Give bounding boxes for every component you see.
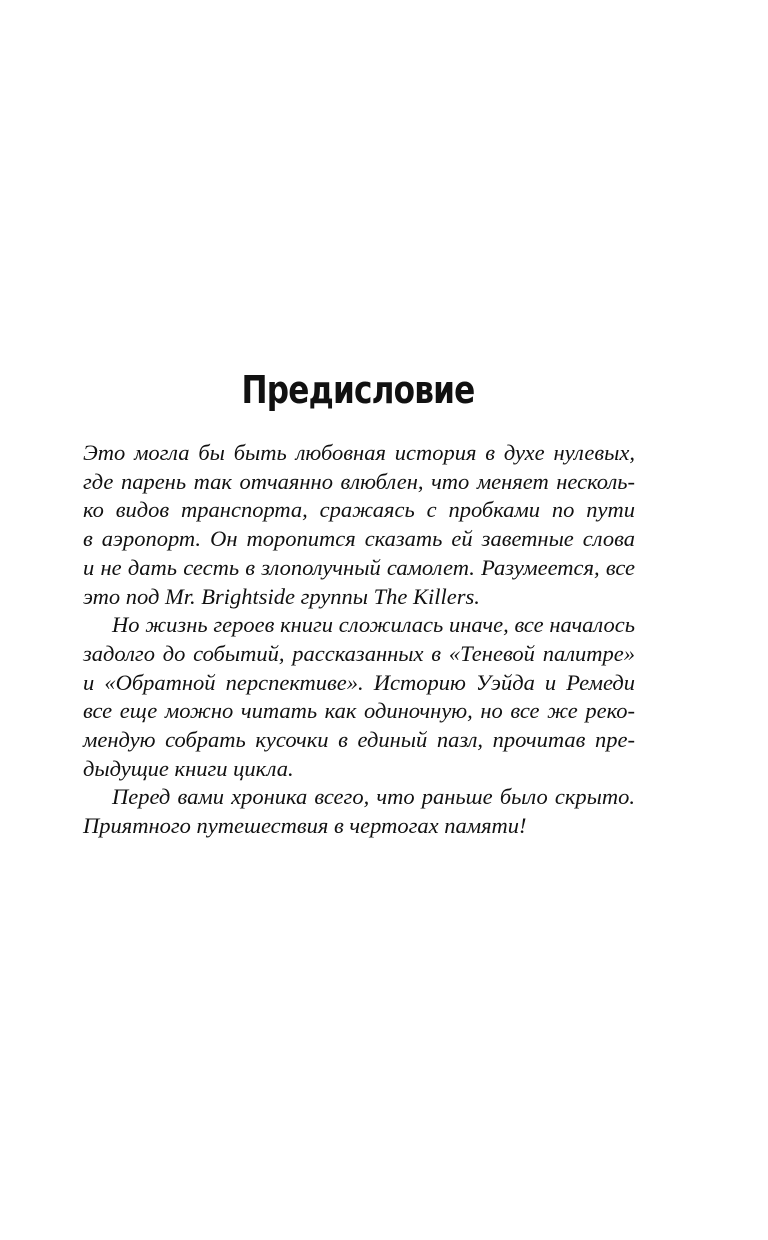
text-line: ко видов транспорта, сражаясь с пробками по пути xyxy=(83,497,635,523)
text-line: все еще можно читать как одиночную, но все же реко- xyxy=(83,698,635,724)
preface-text xyxy=(83,439,635,841)
text-line: дыдущие книги цикла. xyxy=(83,755,294,781)
text-line: задолго до событий, рассказанных в «Теневой палитре» xyxy=(83,640,635,666)
text-line: Перед вами хроника всего, что раньше было скрыто. xyxy=(112,784,635,810)
text-line: в аэропорт. Он торопится сказать ей заветные слова xyxy=(83,526,635,552)
paragraph-3 xyxy=(83,783,635,840)
paragraph-2 xyxy=(83,611,635,783)
text-line: Это могла бы быть любовная история в духе нулевых, xyxy=(83,440,635,465)
text-line: и не дать сесть в злополучный самолет. Разумеется, все xyxy=(83,554,635,580)
text-line: Но жизнь героев книги сложилась иначе, все началось xyxy=(112,612,635,638)
text-line: где парень так отчаянно влюблен, что меняет несколь- xyxy=(83,468,635,494)
text-line: это под Mr. Brightside группы The Killers. xyxy=(83,583,480,609)
paragraph-1 xyxy=(83,439,635,611)
text-line: Приятного путешествия в чертогах памяти! xyxy=(83,813,527,839)
text-line: мендую собрать кусочки в единый пазл, прочитав пре- xyxy=(83,727,635,753)
text-line: и «Обратной перспективе». Историю Уэйда и Ремеди xyxy=(83,669,635,695)
page-title: Предисловие xyxy=(241,368,475,412)
